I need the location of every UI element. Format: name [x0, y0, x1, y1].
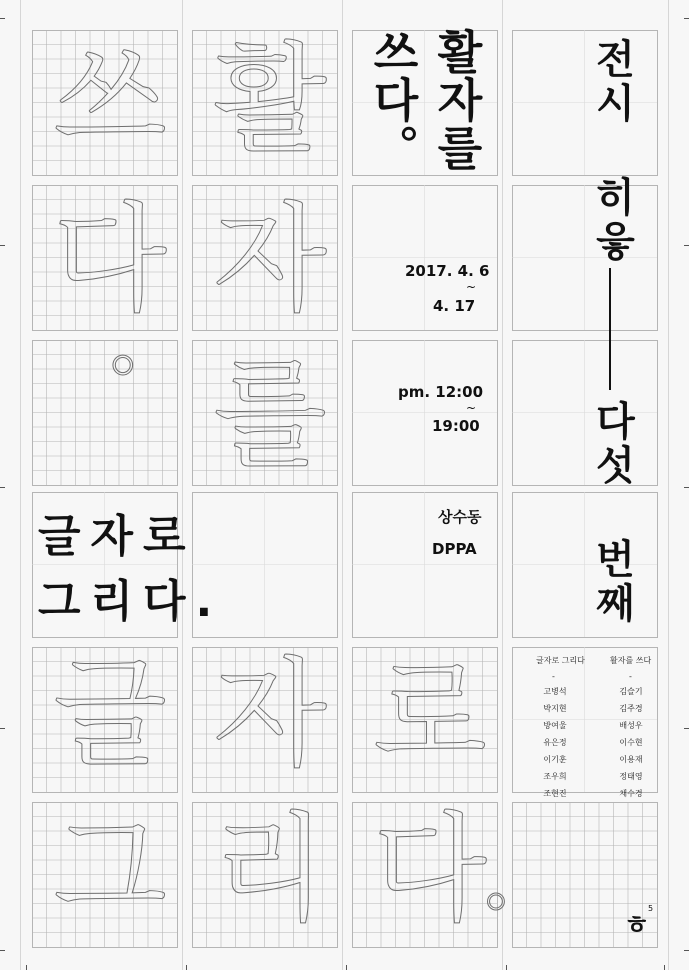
- outline-glyph: 를: [213, 345, 327, 483]
- credit-name: 이용재: [619, 755, 643, 764]
- crop-mark: [684, 18, 689, 19]
- credits-right-head: 활자를 쓰다: [610, 656, 652, 665]
- hieut-logo-number: 5: [648, 904, 654, 913]
- credits-left-list: [530, 683, 580, 802]
- exhibition-title-line-2: 다섯 번째: [589, 400, 635, 626]
- crop-mark: [346, 965, 347, 970]
- date-start: 2017. 4. 6: [405, 262, 490, 280]
- outline-glyph: 그: [53, 800, 167, 938]
- crop-mark: [0, 18, 5, 19]
- subtitle-line-1: 글자로: [38, 511, 196, 562]
- crop-mark: [186, 965, 187, 970]
- crop-mark: [0, 728, 5, 729]
- venue-neighborhood: 상수동: [438, 508, 482, 526]
- outline-glyph: 자: [213, 190, 327, 328]
- outline-glyph: 활: [213, 30, 327, 168]
- credit-name: 이수현: [619, 738, 643, 747]
- credits-right-dash: -: [629, 672, 632, 681]
- outline-glyph: 다: [373, 800, 487, 938]
- crop-mark: [684, 950, 689, 951]
- hieut-logo: ㅎ: [624, 911, 650, 941]
- grid-cell: [353, 186, 498, 331]
- credits-left-head: 글자로 그리다: [536, 656, 585, 665]
- credit-name: 이기훈: [543, 755, 567, 764]
- outline-glyph: 로: [373, 645, 487, 783]
- exhibition-title-line-1: 전시 히읗: [589, 38, 635, 264]
- credit-name: 김슬기: [619, 687, 643, 696]
- crop-mark: [684, 728, 689, 729]
- outline-glyph: 글: [53, 645, 167, 783]
- credit-name: 배성우: [619, 721, 643, 730]
- credit-name: 조우희: [543, 772, 567, 781]
- credit-name: 정태영: [619, 772, 643, 781]
- exhibition-rule: [609, 268, 611, 390]
- crop-mark: [684, 487, 689, 488]
- grid-cell: [513, 186, 658, 331]
- credit-name: 방여울: [543, 721, 567, 730]
- crop-mark: [684, 245, 689, 246]
- credits-left-dash: -: [552, 672, 555, 681]
- outline-glyph: 。: [485, 850, 545, 920]
- outline-glyph: 리: [213, 800, 327, 938]
- outline-glyph: 。: [110, 304, 180, 386]
- grid-cell: [513, 341, 658, 486]
- crop-mark: [0, 950, 5, 951]
- crop-mark: [26, 965, 27, 970]
- outline-glyph: 다: [53, 190, 167, 328]
- credit-name: 고병석: [543, 687, 567, 696]
- outline-glyph: 쓰: [53, 30, 167, 168]
- credit-name: 채수경: [619, 789, 643, 798]
- date-end: 4. 17: [433, 297, 476, 315]
- credit-name: 박지현: [543, 704, 567, 713]
- grid-cell: [513, 493, 658, 638]
- hours-end: 19:00: [432, 417, 480, 435]
- credit-name: 조현진: [543, 789, 567, 798]
- title-vertical-line-2: 쓰다。: [366, 28, 420, 172]
- hours-tilde: ~: [466, 401, 477, 415]
- grid-cell: [513, 31, 658, 176]
- credit-name: 김주경: [619, 704, 643, 713]
- outline-glyph: 자: [213, 645, 327, 783]
- credit-name: 유은정: [543, 738, 567, 747]
- venue-name: DPPA: [432, 540, 477, 558]
- crop-mark: [664, 965, 665, 970]
- crop-mark: [0, 487, 5, 488]
- credits-right-list: [606, 683, 656, 802]
- crop-mark: [0, 245, 5, 246]
- date-tilde: ~: [466, 280, 477, 294]
- subtitle-line-2: 그리다.: [38, 576, 223, 627]
- hours-start: pm. 12:00: [398, 383, 484, 401]
- title-vertical-line-1: 활자를: [430, 28, 484, 172]
- crop-mark: [506, 965, 507, 970]
